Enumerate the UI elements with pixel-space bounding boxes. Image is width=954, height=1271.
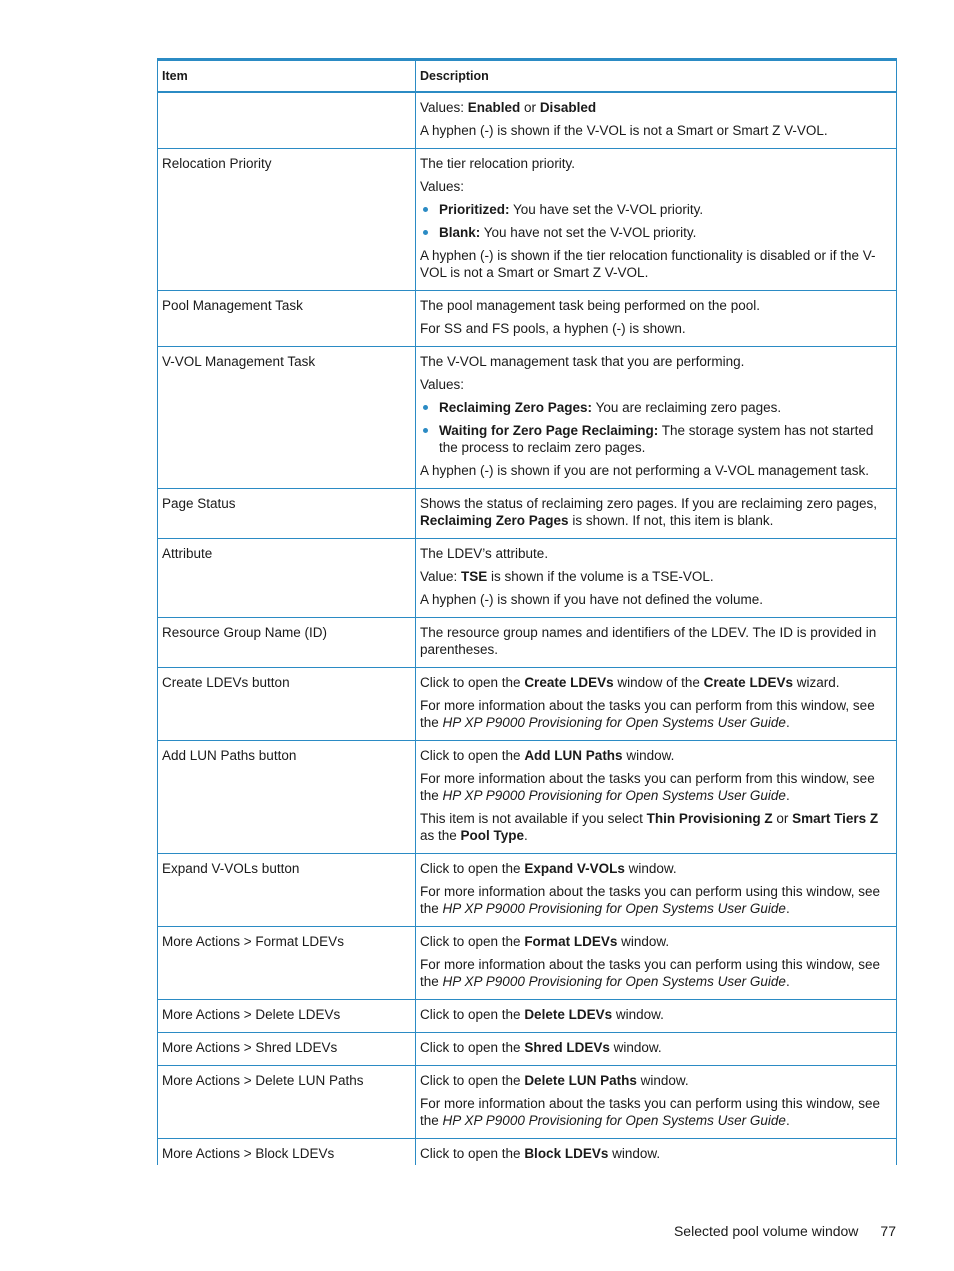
description-paragraph [420, 353, 891, 370]
text-run: The tier relocation priority. [420, 156, 576, 171]
text-run: The resource group names and identifiers of the LDEV. The ID is provided in parentheses. [420, 625, 877, 657]
item-cell: V-VOL Management Task [158, 347, 416, 489]
text-run: A hyphen (-) is shown if you are not performing a V-VOL management task. [420, 463, 869, 478]
description-paragraph [420, 860, 891, 877]
text-run: For more information about the tasks you can perform from this window, see the [420, 771, 875, 803]
text-run: The V-VOL management task that you are performing. [420, 354, 745, 369]
description-paragraph [420, 591, 891, 608]
description-paragraph [420, 1095, 891, 1129]
bullet-item [420, 224, 891, 241]
column-header-description: Description [416, 60, 897, 93]
table-row [158, 1033, 897, 1066]
text-run: is shown if the volume is a TSE-VOL. [487, 569, 714, 584]
text-run: The pool management task being performed on the pool. [420, 298, 760, 313]
text-run: window. [622, 748, 675, 763]
text-run: . [785, 901, 790, 916]
description-cell [416, 618, 897, 668]
description-paragraph [420, 1006, 891, 1023]
description-cell [416, 741, 897, 854]
text-run: For more information about the tasks you can perform using this window, see the [420, 1096, 880, 1128]
item-cell: Attribute [158, 539, 416, 618]
table-row [158, 854, 897, 927]
ui-term: Delete LDEVs [524, 1007, 613, 1022]
table-row [158, 927, 897, 1000]
document-title: HP XP P9000 Provisioning for Open Systems User Guide [442, 788, 786, 803]
text-run: wizard. [792, 675, 840, 690]
description-paragraph [420, 624, 891, 658]
item-cell: More Actions > Format LDEVs [158, 927, 416, 1000]
item-cell: Page Status [158, 489, 416, 539]
text-run: window. [636, 1073, 689, 1088]
description-cell [416, 1033, 897, 1066]
table-row [158, 1000, 897, 1033]
ui-term: Reclaiming Zero Pages [420, 513, 569, 528]
ui-term: Delete LUN Paths [524, 1073, 637, 1088]
item-cell: More Actions > Shred LDEVs [158, 1033, 416, 1066]
description-paragraph [420, 674, 891, 691]
description-paragraph [420, 122, 891, 139]
ui-term: Add LUN Paths [524, 748, 623, 763]
text-run: A hyphen (-) is shown if the V-VOL is not a Smart or Smart Z V-VOL. [420, 123, 828, 138]
text-run: . [785, 715, 790, 730]
table-row [158, 1139, 897, 1166]
table-body [158, 92, 897, 1165]
text-run: Click to open the [420, 934, 525, 949]
description-cell [416, 489, 897, 539]
ui-term: TSE [461, 569, 488, 584]
bullet-icon [423, 405, 428, 410]
description-cell [416, 854, 897, 927]
text-run: Click to open the [420, 1073, 525, 1088]
description-cell [416, 92, 897, 149]
item-cell: Add LUN Paths button [158, 741, 416, 854]
bullet-item [420, 422, 891, 456]
document-title: HP XP P9000 Provisioning for Open Systems User Guide [442, 1113, 786, 1128]
ui-term: Blank: [439, 225, 481, 240]
description-cell [416, 1000, 897, 1033]
text-run: . [524, 828, 528, 843]
column-header-item: Item [158, 60, 416, 93]
description-paragraph [420, 1039, 891, 1056]
description-paragraph [420, 956, 891, 990]
description-paragraph [420, 376, 891, 393]
description-paragraph [420, 1072, 891, 1089]
description-cell [416, 539, 897, 618]
item-cell: Resource Group Name (ID) [158, 618, 416, 668]
text-run: Click to open the [420, 1146, 525, 1161]
description-paragraph [420, 697, 891, 731]
text-run: The storage system has not started the process to reclaim zero pages. [439, 423, 874, 455]
table-row [158, 539, 897, 618]
bullet-icon [423, 230, 428, 235]
bullet-list [420, 399, 891, 456]
description-paragraph [420, 178, 891, 195]
description-paragraph [420, 770, 891, 804]
description-cell [416, 347, 897, 489]
description-paragraph [420, 747, 891, 764]
text-run: Values: [420, 179, 465, 194]
ui-term: Disabled [539, 100, 597, 115]
text-run: For SS and FS pools, a hyphen (-) is shown. [420, 321, 686, 336]
text-run: You have not set the V-VOL priority. [480, 225, 697, 240]
table-row [158, 149, 897, 291]
text-run: . [785, 974, 790, 989]
item-cell: More Actions > Delete LDEVs [158, 1000, 416, 1033]
text-run: Click to open the [420, 861, 525, 876]
page-footer [674, 1223, 896, 1239]
description-paragraph [420, 462, 891, 479]
bullet-list [420, 201, 891, 241]
item-cell: Create LDEVs button [158, 668, 416, 741]
description-cell [416, 927, 897, 1000]
description-paragraph [420, 933, 891, 950]
text-run: as the [420, 828, 461, 843]
text-run: is shown. If not, this item is blank. [568, 513, 774, 528]
description-cell [416, 149, 897, 291]
description-paragraph [420, 320, 891, 337]
text-run: Click to open the [420, 1007, 525, 1022]
item-cell [158, 92, 416, 149]
ui-term: Create LDEVs [703, 675, 793, 690]
description-paragraph [420, 568, 891, 585]
reference-table [157, 58, 897, 1165]
item-cell: Relocation Priority [158, 149, 416, 291]
text-run: You are reclaiming zero pages. [592, 400, 782, 415]
text-run: This item is not available if you select [420, 811, 647, 826]
text-run: Click to open the [420, 1040, 525, 1055]
text-run: A hyphen (-) is shown if the tier relocation functionality is disabled or if the V-VOL is not a Smart or Smart Z V-VOL. [420, 248, 876, 280]
ui-term: Pool Type [460, 828, 525, 843]
description-cell [416, 668, 897, 741]
description-paragraph [420, 883, 891, 917]
text-run: Shows the status of reclaiming zero pages. If you are reclaiming zero pages, [420, 496, 877, 511]
document-title: HP XP P9000 Provisioning for Open Systems User Guide [442, 901, 786, 916]
text-run: window of the [613, 675, 704, 690]
text-run: . [785, 788, 790, 803]
description-paragraph [420, 99, 891, 116]
document-title: HP XP P9000 Provisioning for Open Systems User Guide [442, 974, 786, 989]
text-run: Click to open the [420, 748, 525, 763]
description-paragraph [420, 297, 891, 314]
table-row [158, 291, 897, 347]
text-run: or [520, 100, 540, 115]
description-cell [416, 1139, 897, 1166]
text-run: Values: [420, 377, 465, 392]
bullet-item [420, 399, 891, 416]
text-run: For more information about the tasks you can perform from this window, see the [420, 698, 875, 730]
ui-term: Format LDEVs [524, 934, 618, 949]
text-run: window. [609, 1040, 662, 1055]
text-run: A hyphen (-) is shown if you have not defined the volume. [420, 592, 763, 607]
item-cell: Pool Management Task [158, 291, 416, 347]
document-title: HP XP P9000 Provisioning for Open Systems User Guide [442, 715, 786, 730]
ui-term: Block LDEVs [524, 1146, 609, 1161]
table-row [158, 92, 897, 149]
text-run: For more information about the tasks you can perform using this window, see the [420, 957, 880, 989]
text-run: window. [612, 1007, 664, 1022]
ui-term: Reclaiming Zero Pages: [439, 400, 593, 415]
description-paragraph [420, 155, 891, 172]
text-run: For more information about the tasks you can perform using this window, see the [420, 884, 880, 916]
text-run: . [785, 1113, 790, 1128]
ui-term: Enabled [467, 100, 521, 115]
bullet-icon [423, 428, 428, 433]
description-paragraph [420, 495, 891, 529]
table-row [158, 741, 897, 854]
footer-section-title: Selected pool volume window [673, 1223, 859, 1239]
ui-term: Shred LDEVs [524, 1040, 610, 1055]
ui-term: Waiting for Zero Page Reclaiming: [439, 423, 659, 438]
text-run: or [772, 811, 793, 826]
text-run: window. [617, 934, 670, 949]
text-run: window. [608, 1146, 661, 1161]
item-cell: More Actions > Block LDEVs [158, 1139, 416, 1166]
table-row [158, 618, 897, 668]
text-run: Value: [420, 569, 462, 584]
description-paragraph [420, 810, 891, 844]
table-row [158, 668, 897, 741]
table-row [158, 489, 897, 539]
description-paragraph [420, 1145, 891, 1162]
description-paragraph [420, 247, 891, 281]
text-run: window. [624, 861, 677, 876]
bullet-item [420, 201, 891, 218]
ui-term: Smart Tiers Z [792, 811, 879, 826]
text-run: Click to open the [420, 675, 525, 690]
description-cell [416, 291, 897, 347]
bullet-icon [423, 207, 428, 212]
text-run: You have set the V-VOL priority. [509, 202, 704, 217]
page-number: 77 [880, 1223, 896, 1239]
item-cell: More Actions > Delete LUN Paths [158, 1066, 416, 1139]
table-row [158, 347, 897, 489]
text-run: The LDEV’s attribute. [420, 546, 549, 561]
ui-term: Create LDEVs [524, 675, 614, 690]
description-paragraph [420, 545, 891, 562]
ui-term: Expand V-VOLs [524, 861, 625, 876]
description-cell [416, 1066, 897, 1139]
table-header-row [158, 60, 897, 93]
text-run: Values: [420, 100, 468, 115]
item-cell: Expand V-VOLs button [158, 854, 416, 927]
ui-term: Thin Provisioning Z [646, 811, 773, 826]
table-row [158, 1066, 897, 1139]
ui-term: Prioritized: [439, 202, 510, 217]
